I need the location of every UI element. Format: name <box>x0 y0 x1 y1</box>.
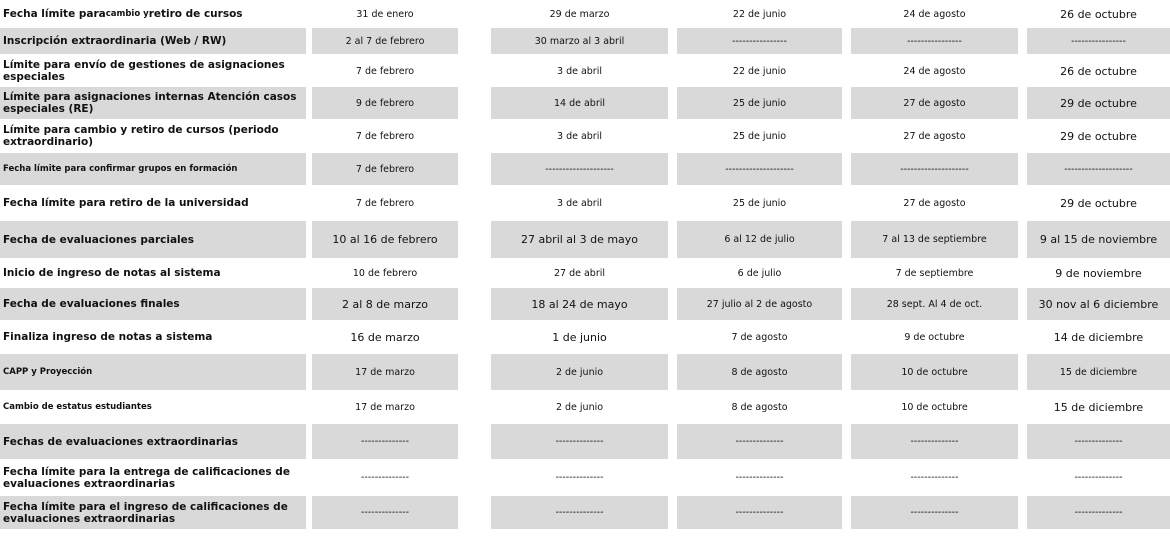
cell-period-1: 9 de febrero <box>312 87 458 119</box>
cell-period-3: -------------- <box>677 424 842 459</box>
cell-period-4: 10 de octubre <box>901 401 968 413</box>
row-label: Fecha de evaluaciones finales <box>0 288 306 320</box>
row-label: Fechas de evaluaciones extraordinarias <box>0 424 306 459</box>
cell-period-4: -------------- <box>851 424 1018 459</box>
cell-period-5: -------------- <box>1074 472 1123 483</box>
row-label: CAPP y Proyección <box>0 354 306 390</box>
cell-period-3: 27 julio al 2 de agosto <box>677 288 842 320</box>
table-row <box>0 354 1170 390</box>
cell-period-4: 27 de agosto <box>903 130 966 142</box>
cell-period-1: 17 de marzo <box>355 401 415 413</box>
table-row <box>0 28 1170 54</box>
cell-period-1: -------------- <box>361 472 409 483</box>
cell-period-4: 7 al 13 de septiembre <box>851 221 1018 258</box>
cell-period-2: 3 de abril <box>557 197 602 209</box>
cell-period-2: -------------- <box>491 424 668 459</box>
cell-period-1: 17 de marzo <box>312 354 458 390</box>
row-label: Cambio de estatus estudiantes <box>3 402 152 412</box>
cell-period-1: 7 de febrero <box>312 153 458 185</box>
cell-period-2: 3 de abril <box>557 65 602 77</box>
cell-period-2: 29 de marzo <box>549 8 610 20</box>
cell-period-3: 25 de junio <box>732 130 787 142</box>
table-row <box>0 87 1170 119</box>
row-label: Fecha límite para cambio y retiro de cursos <box>3 8 243 20</box>
cell-period-1: 10 al 16 de febrero <box>312 221 458 258</box>
table-row <box>0 496 1170 529</box>
cell-period-2: 18 al 24 de mayo <box>491 288 668 320</box>
cell-period-1: 7 de febrero <box>355 130 415 142</box>
table-row <box>0 186 1170 220</box>
row-label: Fecha límite para la entrega de calificaciones de evaluaciones extraordinarias <box>3 465 290 490</box>
cell-period-2: 27 abril al 3 de mayo <box>491 221 668 258</box>
cell-period-3: -------------------- <box>677 153 842 185</box>
cell-period-5: 14 de diciembre <box>1053 330 1144 344</box>
row-label: Límite para envío de gestiones de asignaciones especiales <box>3 59 285 83</box>
cell-period-4: 27 de agosto <box>903 197 966 209</box>
cell-period-1: 31 de enero <box>356 8 414 20</box>
row-label: Fecha límite para confirmar grupos en formación <box>0 153 306 185</box>
cell-period-5: -------------------- <box>1027 153 1170 185</box>
cell-period-5: 26 de octubre <box>1060 64 1137 78</box>
cell-period-5: 29 de octubre <box>1060 196 1137 210</box>
row-label: Fecha de evaluaciones parciales <box>0 221 306 258</box>
cell-period-2: 2 de junio <box>555 401 604 413</box>
table-row <box>0 221 1170 258</box>
cell-period-5: -------------- <box>1027 424 1170 459</box>
cell-period-2: 27 de abril <box>553 267 606 279</box>
table-row <box>0 153 1170 185</box>
table-row <box>0 120 1170 152</box>
cell-period-5: 9 al 15 de noviembre <box>1027 221 1170 258</box>
cell-period-2: -------------- <box>555 472 604 483</box>
cell-period-4: 7 de septiembre <box>895 267 974 279</box>
cell-period-3: 8 de agosto <box>677 354 842 390</box>
cell-period-3: 8 de agosto <box>731 401 788 413</box>
cell-period-3: 6 al 12 de julio <box>677 221 842 258</box>
cell-period-1: 7 de febrero <box>355 197 415 209</box>
cell-period-3: -------------- <box>735 472 784 483</box>
cell-period-2: 1 de junio <box>552 330 607 344</box>
cell-period-3: 6 de julio <box>737 267 782 279</box>
cell-period-4: -------------- <box>910 472 959 483</box>
cell-period-1: -------------- <box>312 496 458 529</box>
cell-period-2: 3 de abril <box>557 130 602 142</box>
row-label: Fecha límite para retiro de la universidad <box>3 197 249 209</box>
row-label: Inscripción extraordinaria (Web / RW) <box>0 28 306 54</box>
row-label: Límite para cambio y retiro de cursos (periodo extraordinario) <box>3 124 279 148</box>
cell-period-5: ---------------- <box>1027 28 1170 54</box>
cell-period-3: ---------------- <box>677 28 842 54</box>
cell-period-4: -------------------- <box>851 153 1018 185</box>
cell-period-5: -------------- <box>1027 496 1170 529</box>
cell-period-5: 29 de octubre <box>1060 129 1137 143</box>
cell-period-1: 2 al 8 de marzo <box>312 288 458 320</box>
cell-period-2: 14 de abril <box>491 87 668 119</box>
cell-period-4: 10 de octubre <box>851 354 1018 390</box>
table-row <box>0 259 1170 287</box>
table-row <box>0 460 1170 495</box>
cell-period-5: 15 de diciembre <box>1053 400 1144 414</box>
cell-period-4: 27 de agosto <box>851 87 1018 119</box>
row-label: Inicio de ingreso de notas al sistema <box>3 267 221 279</box>
cell-period-3: 25 de junio <box>732 197 787 209</box>
cell-period-5: 30 nov al 6 diciembre <box>1027 288 1170 320</box>
cell-period-5: 15 de diciembre <box>1027 354 1170 390</box>
row-label: Límite para asignaciones internas Atención casos especiales (RE) <box>0 87 306 119</box>
cell-period-1: 2 al 7 de febrero <box>312 28 458 54</box>
cell-period-1: -------------- <box>312 424 458 459</box>
table-row <box>0 56 1170 86</box>
cell-period-4: 28 sept. Al 4 de oct. <box>851 288 1018 320</box>
cell-period-3: 22 de junio <box>732 8 787 20</box>
cell-period-2: 2 de junio <box>491 354 668 390</box>
cell-period-5: 9 de noviembre <box>1055 266 1142 280</box>
table-row <box>0 0 1170 28</box>
row-label: Finaliza ingreso de notas a sistema <box>3 331 213 343</box>
cell-period-3: 22 de junio <box>732 65 787 77</box>
cell-period-2: 30 marzo al 3 abril <box>491 28 668 54</box>
table-row <box>0 321 1170 353</box>
table-row <box>0 424 1170 459</box>
cell-period-5: 29 de octubre <box>1027 87 1170 119</box>
cell-period-3: 7 de agosto <box>731 331 788 343</box>
cell-period-4: -------------- <box>851 496 1018 529</box>
table-row <box>0 391 1170 423</box>
cell-period-1: 7 de febrero <box>355 65 415 77</box>
cell-period-2: -------------- <box>491 496 668 529</box>
cell-period-3: 25 de junio <box>677 87 842 119</box>
cell-period-3: -------------- <box>677 496 842 529</box>
cell-period-4: 24 de agosto <box>903 65 966 77</box>
cell-period-2: -------------------- <box>491 153 668 185</box>
cell-period-4: ---------------- <box>851 28 1018 54</box>
row-label: Fecha límite para el ingreso de calificaciones de evaluaciones extraordinarias <box>0 496 306 529</box>
cell-period-1: 10 de febrero <box>352 267 418 279</box>
cell-period-1: 16 de marzo <box>350 330 420 344</box>
cell-period-4: 24 de agosto <box>903 8 966 20</box>
cell-period-4: 9 de octubre <box>904 331 965 343</box>
table-row <box>0 288 1170 320</box>
cell-period-5: 26 de octubre <box>1060 7 1137 21</box>
